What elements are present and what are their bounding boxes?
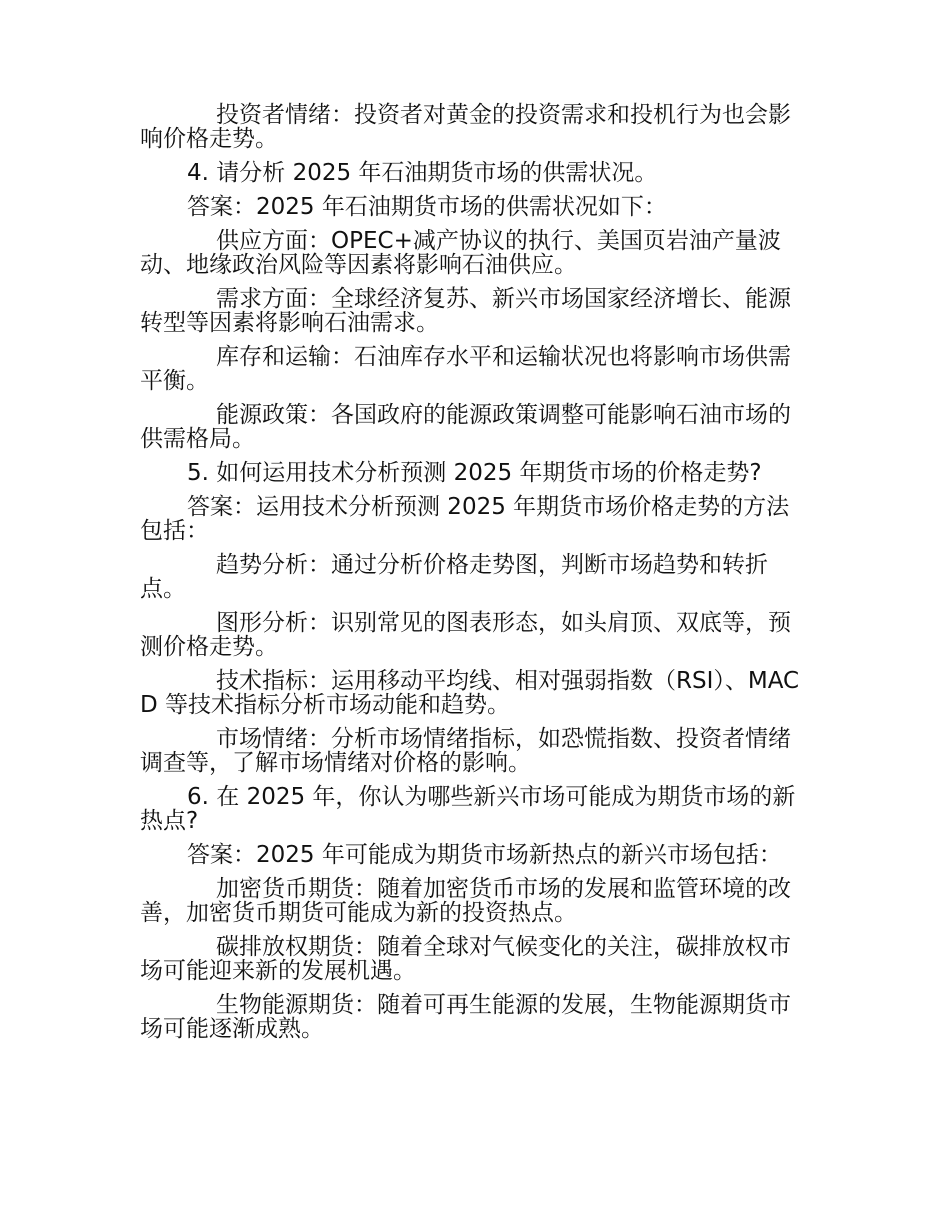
paragraph-demand: 需求方面：全球经济复苏、新兴市场国家经济增长、能源转型等因素将影响石油需求。 — [140, 286, 791, 336]
paragraph-supply: 供应方面：OPEC+减产协议的执行、美国页岩油产量波动、地缘政治风险等因素将影响石油供应。 — [140, 228, 781, 278]
answer-4: 答案：2025 年石油期货市场的供需状况如下： — [187, 194, 667, 220]
paragraph-investor-sentiment: 投资者情绪：投资者对黄金的投资需求和投机行为也会影响价格走势。 — [140, 102, 791, 152]
paragraph-carbon-futures: 碳排放权期货：随着全球对气候变化的关注，碳排放权市场可能迎来新的发展机遇。 — [140, 934, 791, 984]
document-body — [140, 103, 808, 1051]
paragraph-crypto-futures: 加密货币期货：随着加密货币市场的发展和监管环境的改善，加密货币期货可能成为新的投资热点。 — [140, 876, 791, 926]
paragraph-inventory: 库存和运输：石油库存水平和运输状况也将影响市场供需平衡。 — [140, 344, 791, 394]
question-4: 4. 请分析 2025 年石油期货市场的供需状况。 — [187, 160, 658, 186]
question-5: 5. 如何运用技术分析预测 2025 年期货市场的价格走势? — [187, 460, 762, 486]
question-6: 6. 在 2025 年，你认为哪些新兴市场可能成为期货市场的新热点? — [140, 784, 796, 834]
answer-5: 答案：运用技术分析预测 2025 年期货市场价格走势的方法包括： — [140, 494, 790, 544]
paragraph-technical-indicators: 技术指标：运用移动平均线、相对强弱指数（RSI）、MACD 等技术指标分析市场动能和趋势。 — [140, 668, 800, 718]
paragraph-pattern-analysis: 图形分析：识别常见的图表形态，如头肩顶、双底等，预测价格走势。 — [140, 610, 791, 660]
paragraph-bioenergy-futures: 生物能源期货：随着可再生能源的发展，生物能源期货市场可能逐渐成熟。 — [140, 992, 791, 1042]
paragraph-market-sentiment: 市场情绪：分析市场情绪指标，如恐慌指数、投资者情绪调查等，了解市场情绪对价格的影响。 — [140, 726, 791, 776]
answer-6: 答案：2025 年可能成为期货市场新热点的新兴市场包括： — [187, 842, 782, 868]
paragraph-energy-policy: 能源政策：各国政府的能源政策调整可能影响石油市场的供需格局。 — [140, 402, 791, 452]
paragraph-trend-analysis: 趋势分析：通过分析价格走势图，判断市场趋势和转折点。 — [140, 552, 768, 602]
